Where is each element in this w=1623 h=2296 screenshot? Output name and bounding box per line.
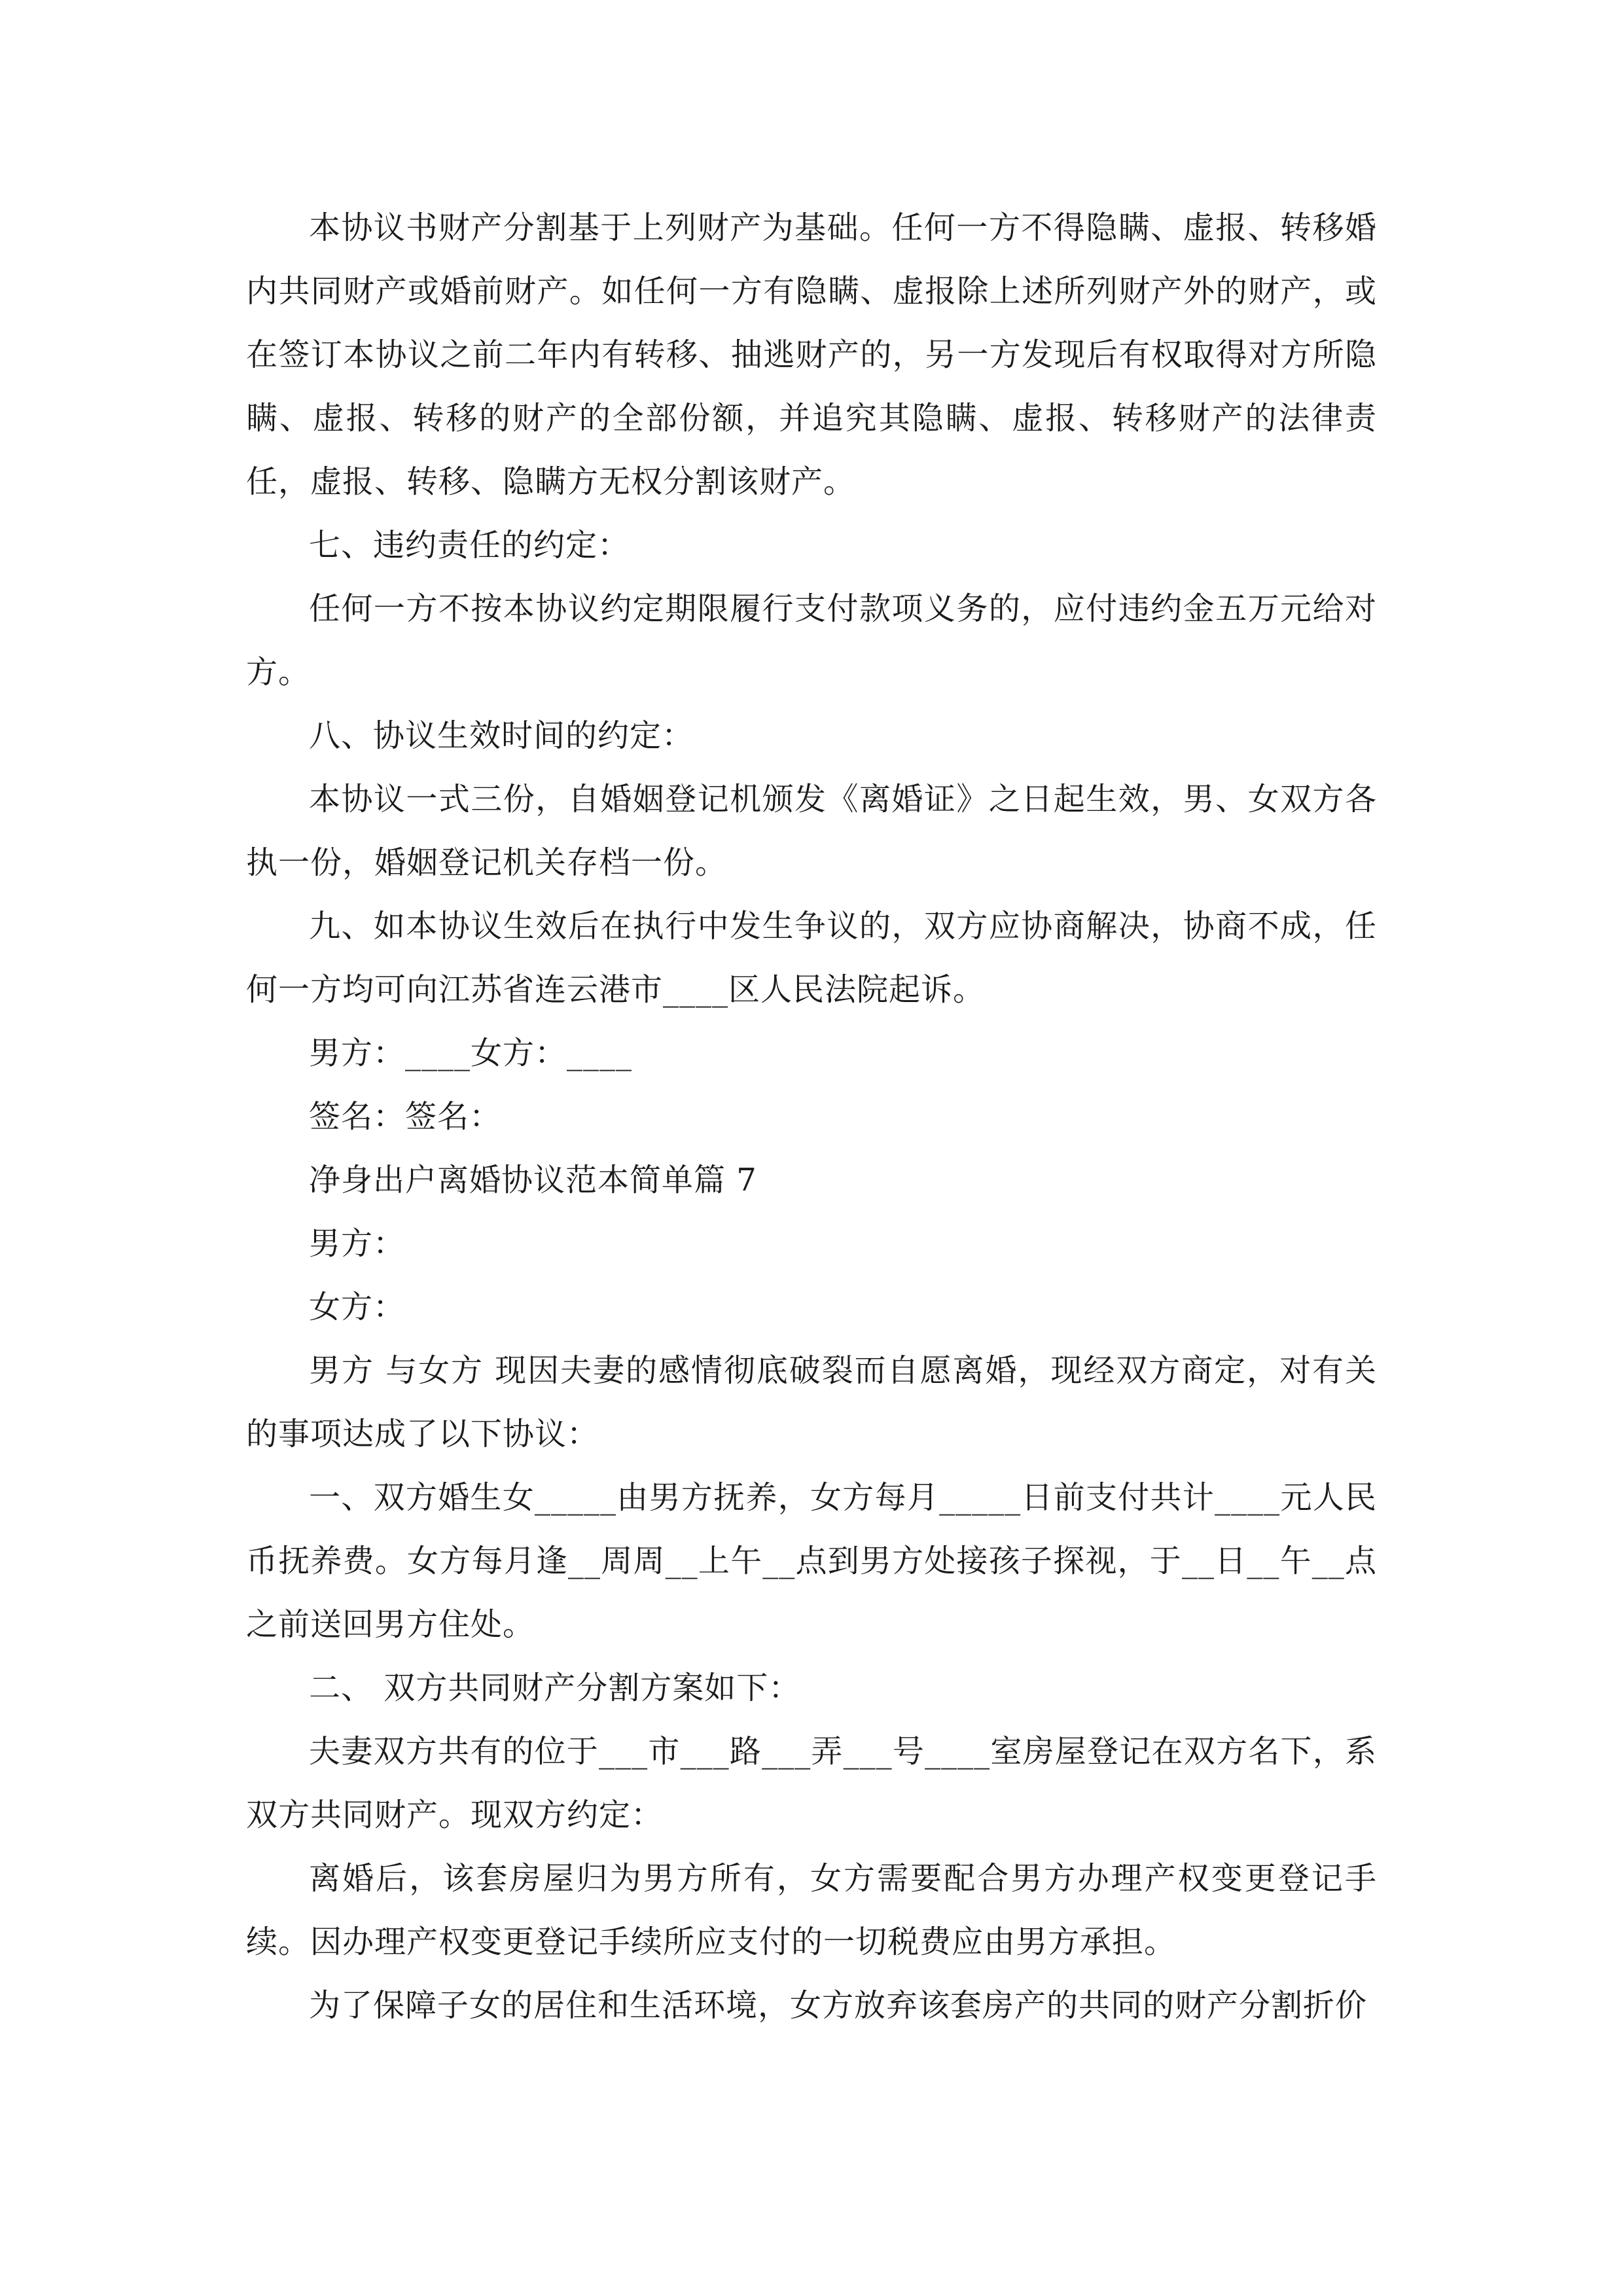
paragraph-effective-copies: 本协议一式三份，自婚姻登记机颁发《离婚证》之日起生效，男、女双方各执一份，婚姻登记机关存档一份。 <box>246 781 1377 881</box>
signature-line: 签名：签名： <box>309 1098 502 1135</box>
heading-effective-time: 八、协议生效时间的约定： <box>309 717 694 754</box>
heading-property-division: 二、 双方共同财产分割方案如下： <box>309 1670 801 1706</box>
paragraph-house-ownership: 夫妻双方共有的位于___市___路___弄___号____室房屋登记在双方名下，系双方共同财产。现双方约定： <box>246 1733 1377 1833</box>
paragraph-dispute-resolution: 九、如本协议生效后在执行中发生争议的，双方应协商解决，协商不成，任何一方均可向江苏省连云港市____区人民法院起诉。 <box>246 908 1377 1008</box>
party-male-line: 男方： <box>309 1225 406 1262</box>
paragraph-property-disclosure: 本协议书财产分割基于上列财产为基础。任何一方不得隐瞒、虚报、转移婚内共同财产或婚前财产。如任何一方有隐瞒、虚报除上述所列财产外的财产，或在签订本协议之前二年内有转移、抽逃财产的，另一方发现后有权取得对方所隐瞒、虚报、转移的财产的全部份额，并追究其隐瞒、虚报、转移财产的法律责任，虚报、转移、隐瞒方无权分割该财产。 <box>246 209 1377 500</box>
document-body <box>246 196 1377 2037</box>
paragraph-house-transfer: 离婚后，该套房屋归为男方所有，女方需要配合男方办理产权变更登记手续。因办理产权变更登记手续所应支付的一切税费应由男方承担。 <box>246 1860 1377 1960</box>
paragraph-child-residence: 为了保障子女的居住和生活环境，女方放弃该套房产的共同的财产分割折价 <box>309 1987 1368 2024</box>
paragraph-intro-agreement: 男方 与女方 现因夫妻的感情彻底破裂而自愿离婚，现经双方商定，对有关的事项达成了以下协议： <box>246 1352 1377 1452</box>
paragraph-breach-penalty: 任何一方不按本协议约定期限履行支付款项义务的，应付违约金五万元给对方。 <box>246 590 1377 691</box>
heading-breach-liability: 七、违约责任的约定： <box>309 527 630 564</box>
paragraph-child-custody: 一、双方婚生女_____由男方抚养，女方每月_____日前支付共计____元人民币抚养费。女方每月逢__周周__上午__点到男方处接孩子探视，于__日__午__点之前送回男方住处。 <box>246 1479 1377 1643</box>
section-title-template-7: 净身出户离婚协议范本简单篇 7 <box>309 1162 757 1198</box>
party-female-line: 女方： <box>309 1289 406 1325</box>
signature-parties-line: 男方：____女方：____ <box>309 1035 633 1071</box>
